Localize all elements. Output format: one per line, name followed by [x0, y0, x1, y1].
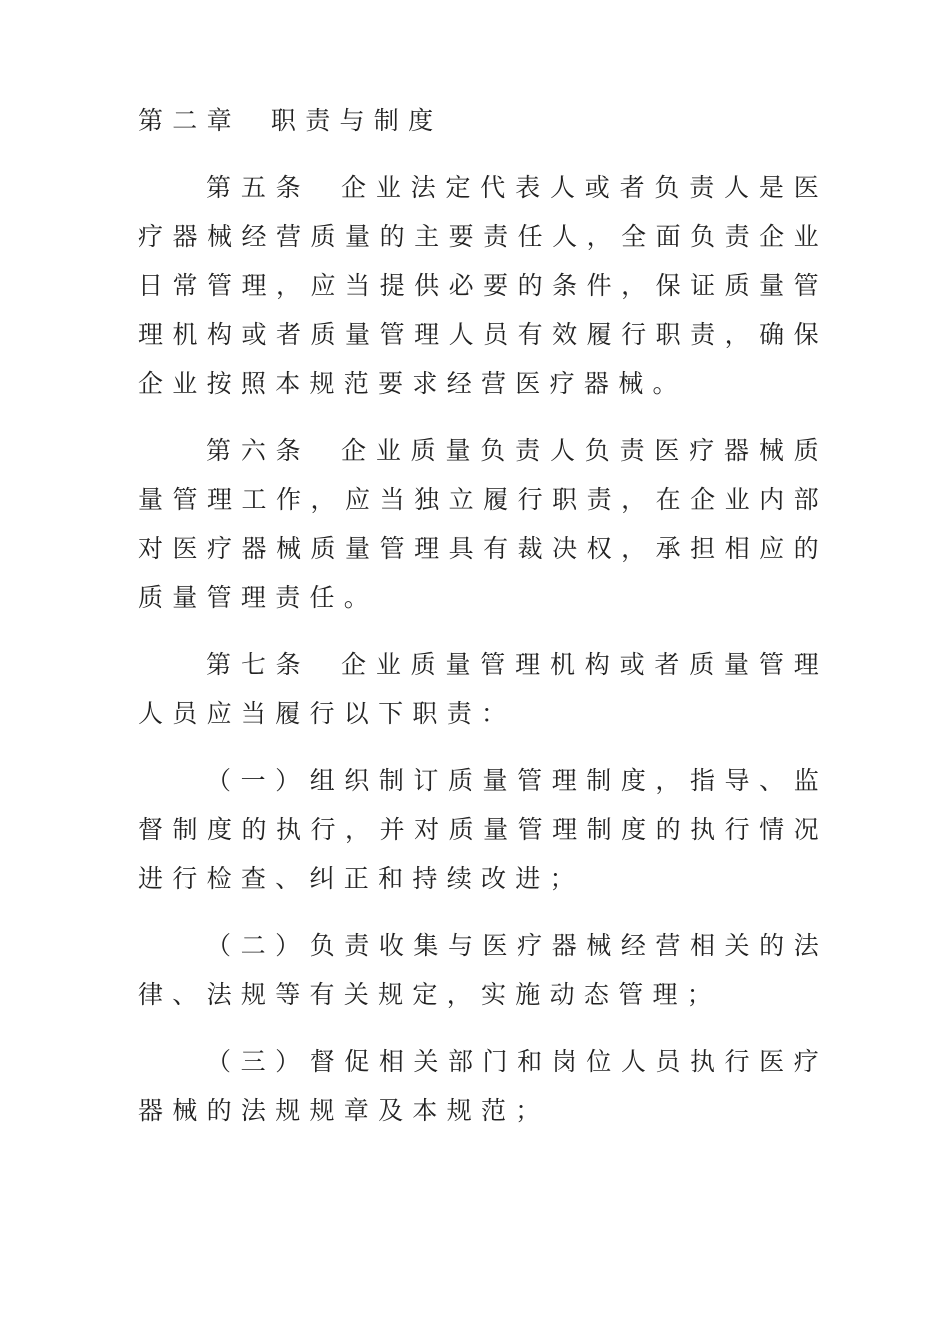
duty-item-2: （二）负责收集与医疗器械经营相关的法律、法规等有关规定，实施动态管理； [138, 931, 828, 1009]
duty-item-1: （一）组织制订质量管理制度，指导、监督制度的执行，并对质量管理制度的执行情况进行检查、纠正和持续改进； [138, 766, 828, 893]
article-number: 第七条 [206, 650, 311, 679]
article-text: 企业质量负责人负责医疗器械质量管理工作，应当独立履行职责，在企业内部对医疗器械质量管理具有裁决权，承担相应的质量管理责任。 [138, 436, 829, 612]
chapter-number: 第二章 [138, 106, 241, 135]
article-text: 企业质量管理机构或者质量管理人员应当履行以下职责： [138, 650, 829, 728]
duty-item-3: （三）督促相关部门和岗位人员执行医疗器械的法规规章及本规范； [138, 1047, 828, 1125]
article-text: 企业法定代表人或者负责人是医疗器械经营质量的主要责任人，全面负责企业日常管理，应当提供必要的条件，保证质量管理机构或者质量管理人员有效履行职责，确保企业按照本规范要求经营医疗器械。 [138, 173, 829, 398]
chapter-heading [138, 96, 828, 145]
chapter-title: 职责与制度 [270, 106, 443, 135]
article-7 [138, 640, 828, 738]
document-page [138, 96, 828, 1153]
article-5 [138, 163, 828, 408]
article-number: 第六条 [206, 436, 311, 465]
article-number: 第五条 [206, 173, 311, 202]
article-6 [138, 426, 828, 622]
